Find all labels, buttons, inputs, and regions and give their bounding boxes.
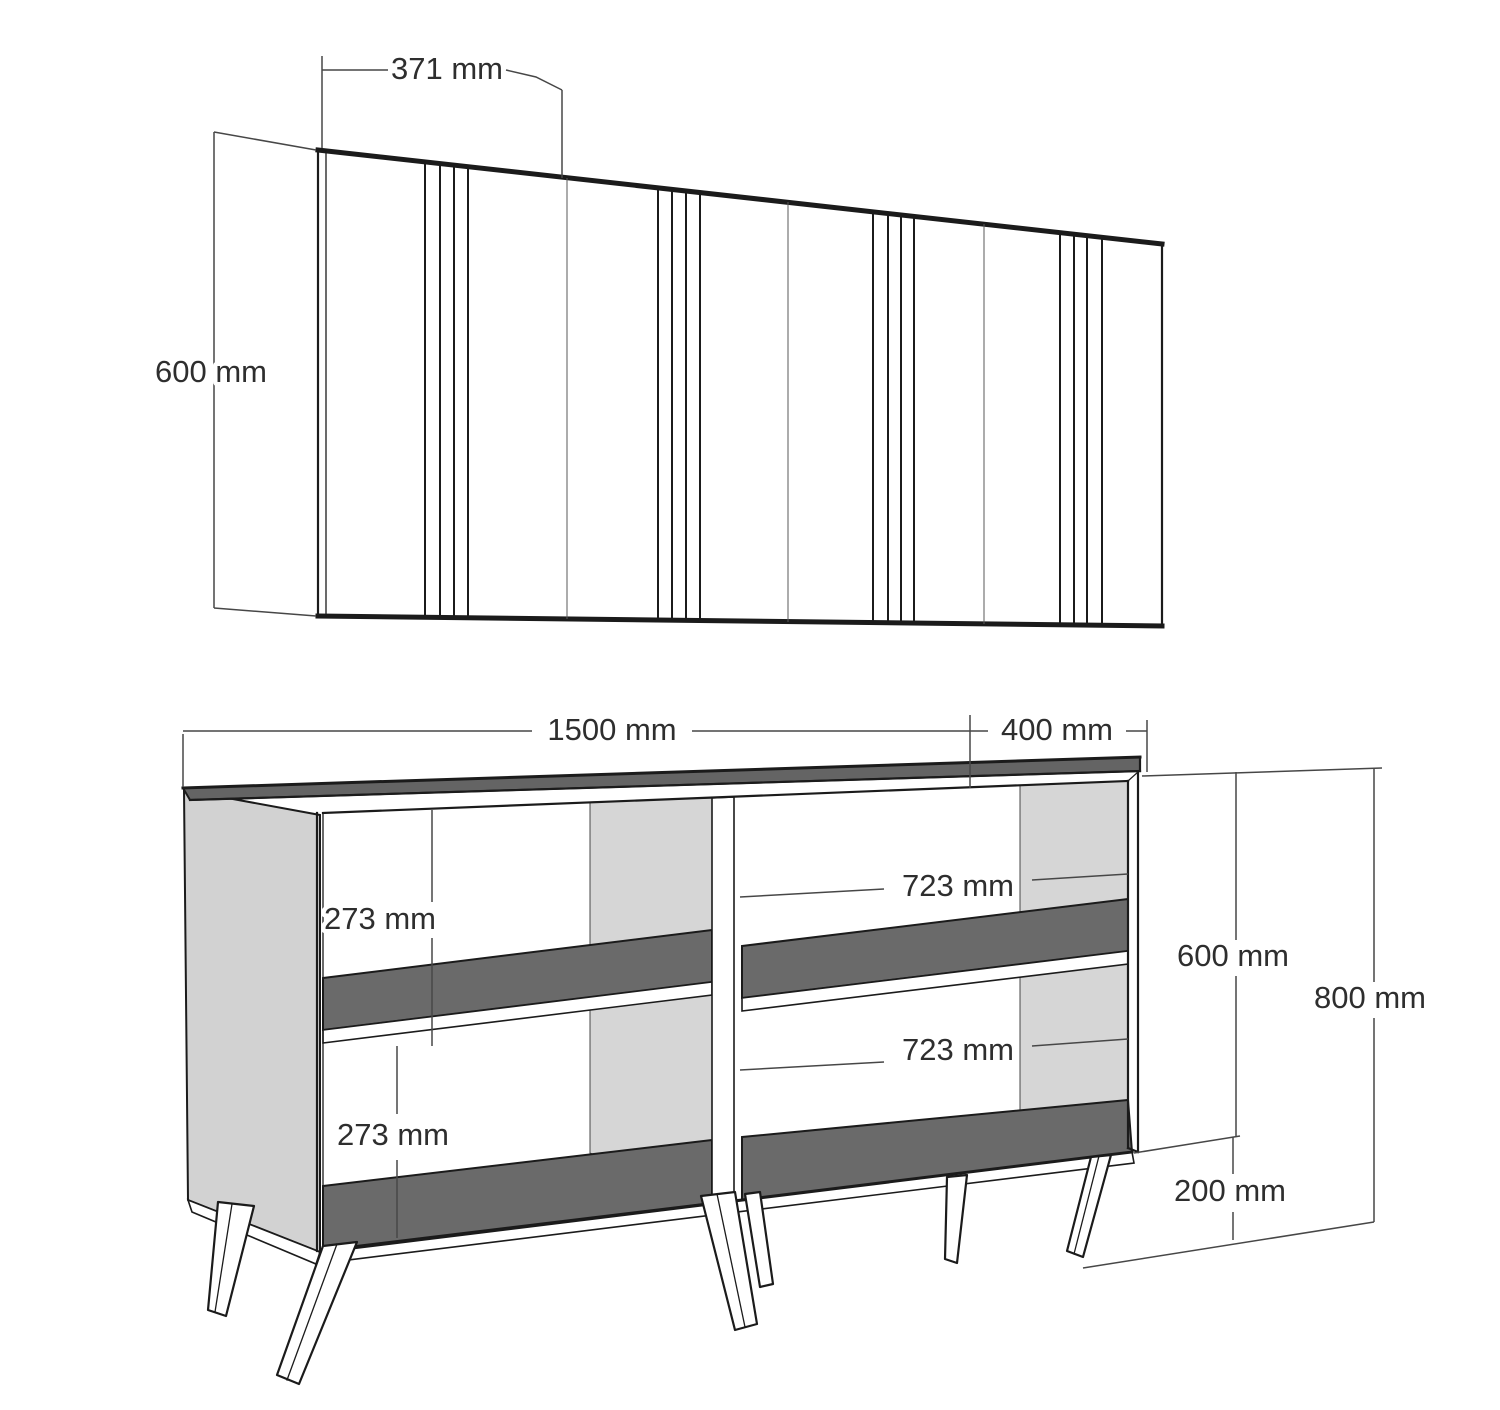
panel-bottom-edge	[318, 616, 1162, 626]
upper-left-compartment-dim-label: 273 mm	[324, 901, 436, 937]
total-height-dimension	[1314, 769, 1426, 1222]
body-height-dim-label: 600 mm	[1177, 938, 1289, 974]
cabinet-left-side-panel	[184, 790, 320, 1252]
panel-width-dimension	[322, 51, 562, 178]
cabinet-perspective-view	[183, 712, 1426, 1384]
panel-front-view	[155, 51, 1162, 626]
lower-right-compartment-dim-label: 723 mm	[902, 1032, 1014, 1068]
panel-groove-lines	[425, 162, 1102, 625]
cabinet-top-surface	[183, 757, 1140, 800]
leg-front-left	[277, 1242, 357, 1384]
center-divider-front-edge	[712, 797, 734, 1204]
panel-door-seams	[567, 178, 984, 624]
panel-height-dimension	[155, 132, 316, 616]
lower-left-compartment-dim-label: 273 mm	[337, 1117, 449, 1153]
body-height-dimension	[1134, 768, 1382, 1153]
total-height-dim-label: 800 mm	[1314, 980, 1426, 1016]
cabinet-depth-dim-label: 400 mm	[1001, 712, 1113, 748]
panel-height-dim-label: 600 mm	[155, 354, 267, 390]
leg-back-right	[945, 1175, 967, 1263]
panel-body	[318, 150, 1162, 626]
cabinet-width-dim-label: 1500 mm	[547, 712, 677, 748]
upper-right-compartment-dim-label: 723 mm	[902, 868, 1014, 904]
panel-top-edge	[318, 150, 1162, 244]
leg-height-dim-label: 200 mm	[1174, 1173, 1286, 1209]
panel-width-dim-label: 371 mm	[391, 51, 503, 87]
